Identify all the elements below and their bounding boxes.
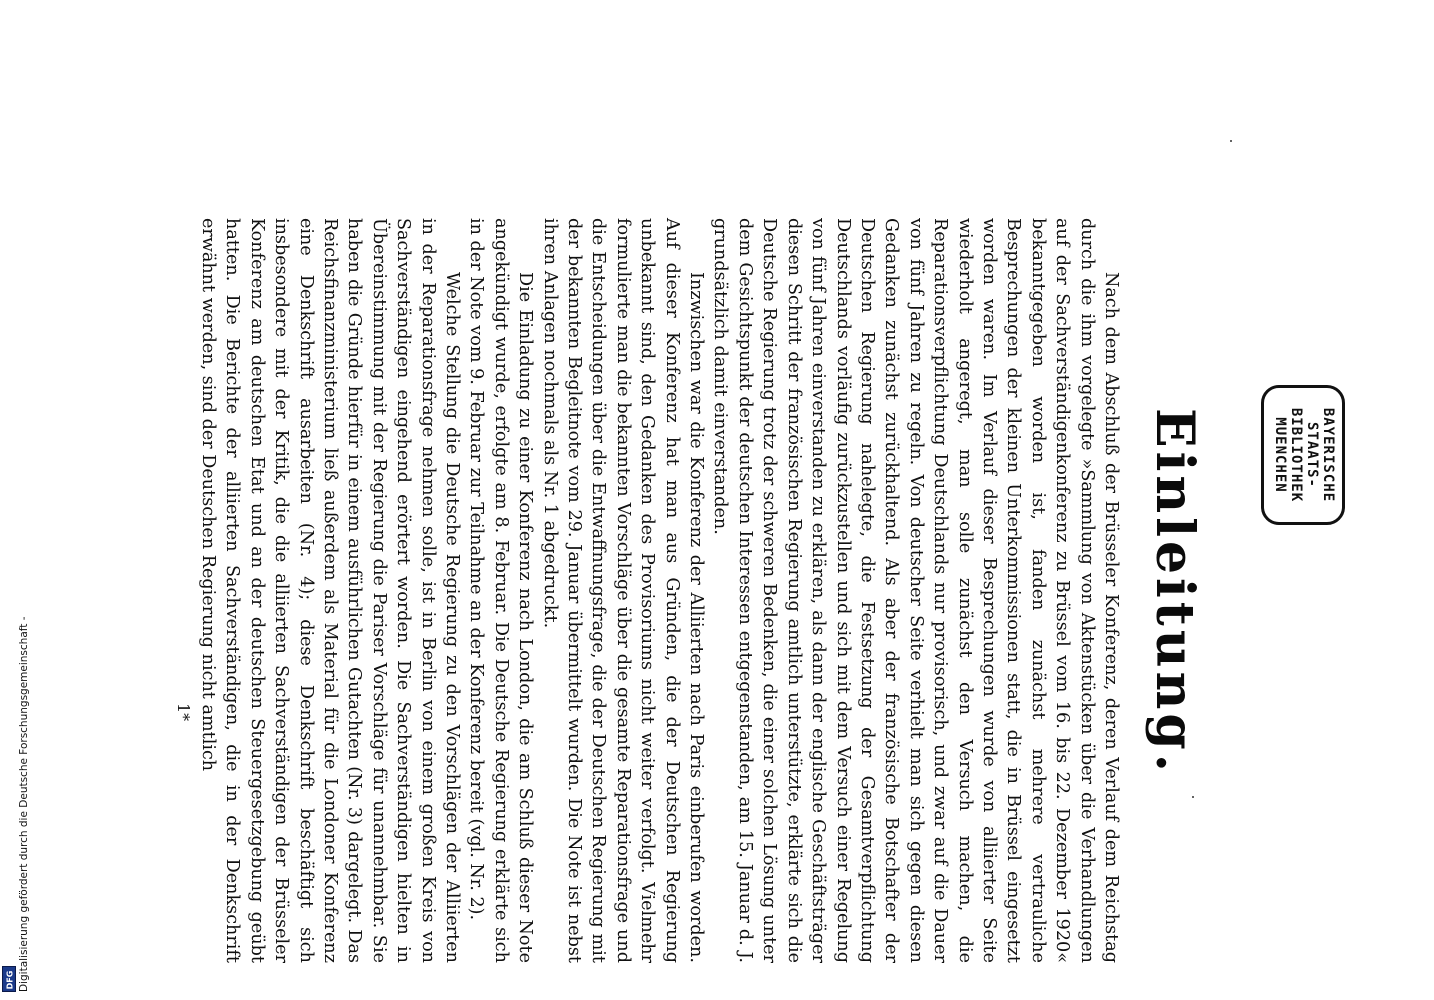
scan-speck [1192, 796, 1194, 798]
funding-note: Digitalisierung gefördert durch die Deutsche Forschungsgemeinschaft - [18, 616, 30, 992]
stamp-line-3: BIBLIOTHEK [1288, 407, 1304, 503]
stamp-line-2: STAATS- [1304, 421, 1320, 488]
page-title: Einleitung. [1144, 408, 1205, 776]
page-number: 1* [174, 703, 193, 722]
rotated-page-content [125, 118, 1205, 963]
paragraph-3: Die Einladung zu einer Konferenz nach London, die am Schluß dieser Note angekündigt wurde, erfolgte am 8. Februar. Die Deutsche Regierung erklärte sich in der Note vom 9. Februar zur Teilnahme an der Konferenz bereit (vgl. Nr. 2). [466, 218, 536, 963]
paragraph-4: Welche Stellung die Deutsche Regierung zu den Vorschlägen der Alliierten in der Reparationsfrage nehmen solle, ist in Berlin von einem großen Kreis von Sachverständigen eingehend erörtert worden. Die Sachverständigen hielten in Übereinstimmung mit der Regierung die Pariser Vorschläge für unannehmbar. Sie haben die Gründe hierfür in einem ausführlichen Gutachten (Nr. 3) dargelegt. Das Reichsfinanzministerium ließ außerdem als Material für die Londoner Konferenz eine Denkschrift ausarbeiten (Nr. 4); diese Denkschrift beschäftigt sich insbesondere mit der Kritik, die die alliierten Sachverständigen der Brüsseler Konferenz am deutschen Etat und an der deutschen Steuergesetzgebung geübt hatten. Die Berichte der alliierten Sachverständigen, die in der Denkschrift erwähnt werden, sind der Deutschen Regierung nicht amtlich [197, 218, 463, 963]
scan-speck [1230, 140, 1232, 142]
paragraph-2: Inzwischen war die Konferenz der Alliierten nach Paris einberufen worden. Auf dieser Konferenz hat man aus Gründen, die der Deutschen Regierung unbekannt sind, den Gedanken des Provisoriums nicht weiter verfolgt. Vielmehr formulierte man die bekannten Vorschläge über die gesamte Reparationsfrage und die Entscheidungen über die Entwaffnungsfrage, die der Deutschen Regierung mit der bekannten Begleitnote vom 29. Januar übermittelt wurden. Die Note ist nebst ihren Anlagen nochmals als Nr. 1 abgedruckt. [539, 218, 707, 963]
stamp-line-1: BAYERISCHE [1320, 407, 1336, 503]
dfg-logo-icon [2, 966, 16, 992]
paragraph-1: Nach dem Abschluß der Brüsseler Konferenz, deren Verlauf dem Reichstag durch die ihm vorgelegte »Sammlung von Aktenstücken über die Verhandlungen auf der Sachverständigenkonferenz zu Brüssel vom 16. bis 22. Dezember 1920« bekanntgegeben worden ist, fanden zunächst mehrere vertrauliche Besprechungen der kleinen Unterkommissionen statt, die in Brüssel eingesetzt worden waren. Im Verlauf dieser Besprechungen wurde von alliierter Seite wiederholt angeregt, man solle zunächst den Versuch machen, die Reparationsverpflichtung Deutschlands nur provisorisch, und zwar auf die Dauer von fünf Jahren zu regeln. Von deutscher Seite verhielt man sich gegen diesen Gedanken zunächst zurückhaltend. Als aber der französische Botschafter der Deutschen Regierung nahelegte, die Festsetzung der Gesamtverpflichtung Deutschlands vorläufig zurückzustellen und sich mit dem Versuch einer Regelung von fünf Jahren einverstanden zu erklären, als dann der englische Geschäftsträger diesen Schritt der französischen Regierung amtlich unterstützte, erklärte sich die Deutsche Regierung trotz der schweren Bedenken, die einer solchen Lösung unter dem Gesichtspunkt der deutschen Interessen entgegenstanden, am 15. Januar d. J. grundsätzlich damit einverstanden. [710, 218, 1121, 963]
body-text [196, 218, 1123, 963]
stamp-line-4: MUENCHEN [1272, 417, 1288, 493]
library-stamp [1261, 385, 1345, 525]
dfg-logo-label: DFG [5, 970, 15, 990]
